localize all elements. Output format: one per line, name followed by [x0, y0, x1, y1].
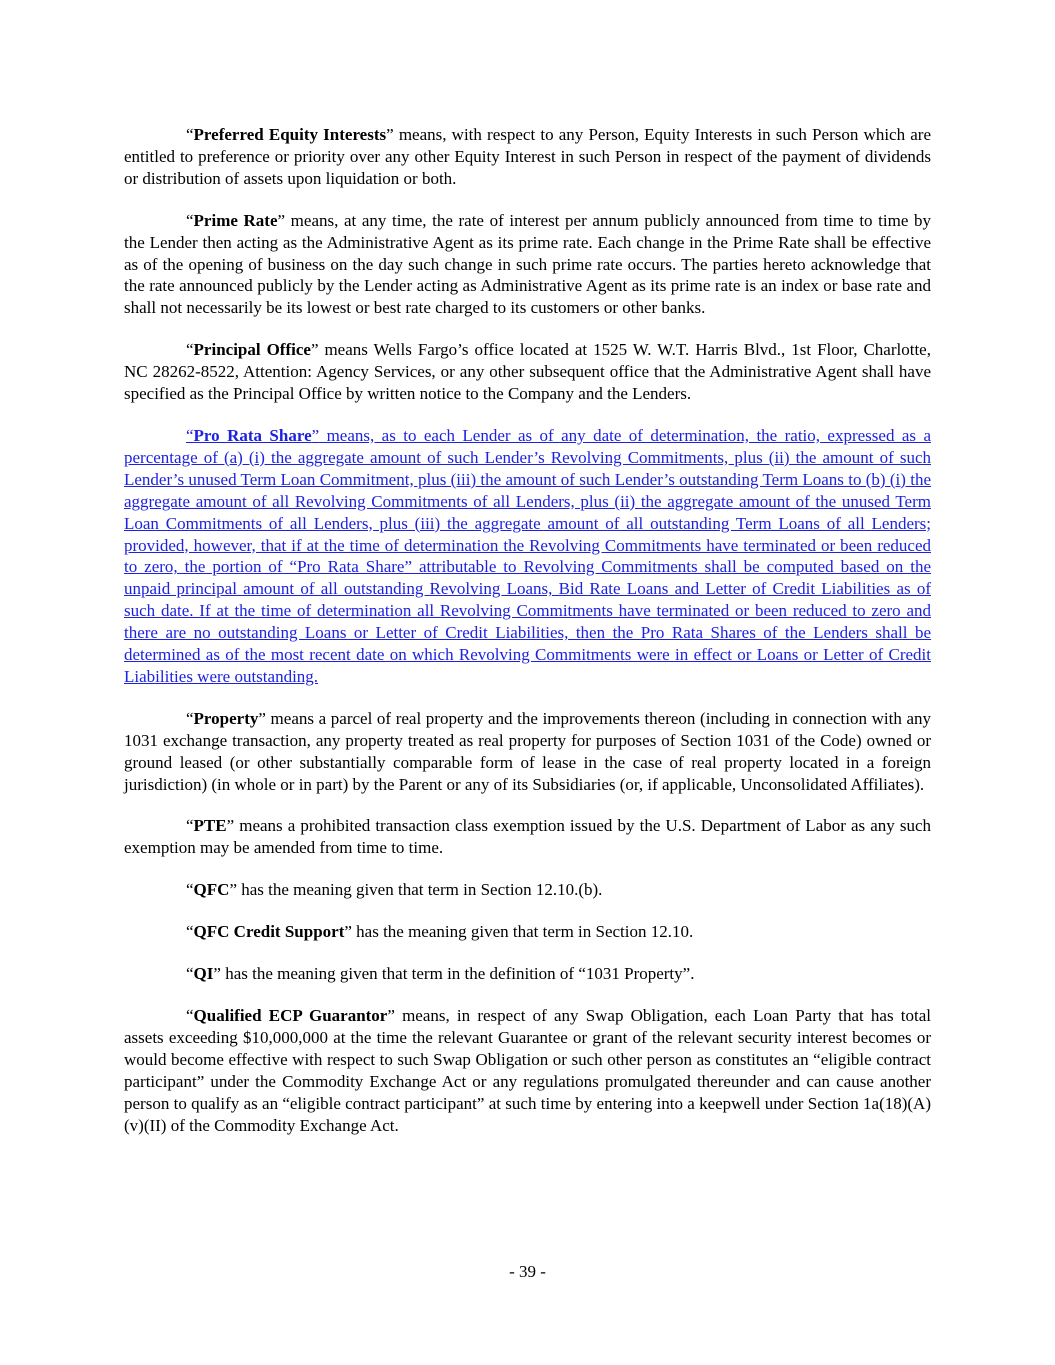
definition-qualified-ecp-guarantor: “Qualified ECP Guarantor” means, in respect of any Swap Obligation, each Loan Party that has total assets exceeding $10,000,000 at the time the relevant Guarantee or grant of the relevant security interest becomes or would become effective with respect to such Swap Obligation or such other person as constitutes an “eligible contract participant” under the Commodity Exchange Act or any regulations promulgated thereunder and can cause another person to qualify as an “eligible contract participant” at such time by entering into a keepwell under Section 1a(18)(A)(v)(II) of the Commodity Exchange Act.: [124, 1006, 931, 1135]
definition-pte: “PTE” means a prohibited transaction class exemption issued by the U.S. Department of Labor as any such exemption may be amended from time to time.: [124, 816, 931, 858]
definition-property: “Property” means a parcel of real property and the improvements thereon (including in connection with any 1031 exchange transaction, any property treated as real property for purposes of Section 1031 of the Code) owned or ground leased (or other substantially comparable form of lease in the case of real property located in a foreign jurisdiction) (in whole or in part) by the Parent or any of its Subsidiaries (or, if applicable, Unconsolidated Affiliates).: [124, 708, 931, 794]
defined-term: PTE: [193, 816, 227, 836]
definitions-section: [124, 124, 931, 1156]
definition-preferred-equity-interests: “Preferred Equity Interests” means, with respect to any Person, Equity Interests in such Person which are entitled to preference or priority over any other Equity Interest in such Person in respect of the payment of dividends or distribution of assets upon liquidation or both.: [124, 125, 931, 188]
definition-principal-office: “Principal Office” means Wells Fargo’s office located at 1525 W. W.T. Harris Blvd., 1st Floor, Charlotte, NC 28262-8522, Attention: Agency Services, or any other subsequent office that the Administrative Agent shall have specified as the Principal Office by written notice to the Company and the Lenders.: [124, 340, 931, 404]
definition-qi: “QI” has the meaning given that term in the definition of “1031 Property”.: [186, 964, 695, 984]
definition-body: means, in respect of any Swap Obligation, each Loan Party that has total assets exceeding $10,000,000 at the time the relevant Guarantee or grant of the relevant security interest becomes or would become effective with respect to such Swap Obligation or such other person as constitutes an “eligible contract participant” under the Commodity Exchange Act or any regulations promulgated thereunder and can cause another person to qualify as an “eligible contract participant” at such time by entering into a keepwell under Section 1a(18)(A)(v)(II) of the Commodity Exchange Act.: [124, 1006, 931, 1135]
definition-body: has the meaning given that term in the definition of “1031 Property”.: [220, 964, 695, 984]
defined-term: Qualified ECP Guarantor: [193, 1006, 388, 1025]
defined-term: Principal Office: [193, 340, 311, 360]
defined-term: QFC: [193, 880, 230, 900]
defined-term: QFC Credit Support: [193, 922, 345, 942]
definition-qfc: “QFC” has the meaning given that term in Section 12.10.(b).: [186, 880, 603, 900]
definition-body: means a parcel of real property and the improvements thereon (including in connection with any 1031 exchange transaction, any property treated as real property for purposes of Section 1031 of the Code) owned or ground leased (or other substantially comparable form of lease in the case of real property located in a foreign jurisdiction) (in whole or in part) by the Parent or any of its Subsidiaries (or, if applicable, Unconsolidated Affiliates).: [124, 708, 931, 794]
defined-term: Pro Rata Share: [193, 425, 312, 445]
definition-prime-rate: “Prime Rate” means, at any time, the rate of interest per annum publicly announced from time to time by the Lender then acting as the Administrative Agent as its prime rate. Each change in the Prime Rate shall be effective as of the opening of business on the day such change in such prime rate occurs. The parties hereto acknowledge that the rate announced publicly by the Lender acting as Administrative Agent as its prime rate is an index or base rate and shall not necessarily be its lowest or best rate charged to its customers or other banks.: [124, 210, 931, 318]
defined-term: Prime Rate: [193, 210, 278, 230]
definition-body: has the meaning given that term in Section 12.10.: [351, 922, 694, 942]
defined-term: Preferred Equity Interests: [193, 125, 387, 144]
definition-body: means, as to each Lender as of any date of determination, the ratio, expressed as a percentage of (a) (i) the aggregate amount of such Lender’s Revolving Commitments, plus (ii) the amount of such Lender’s unused Term Loan Commitment, plus (iii) the amount of such Lender’s outstanding Term Loans to (b) (i) the aggregate amount of all Revolving Commitments of all Lenders, plus (ii) the aggregate amount of the unused Term Loan Commitments of all Lenders, plus (iii) the aggregate amount of all outstanding Term Loans of all Lenders; provided, however, that if at the time of determination the Revolving Commitments have terminated or been reduced to zero, the portion of “Pro Rata Share” attributable to Revolving Commitments shall be computed based on the unpaid principal amount of all outstanding Revolving Loans, Bid Rate Loans and Letter of Credit Liabilities as of such date. If at the time of determination all Revolving Commitments have terminated or been reduced to zero and there are no outstanding Loans or Letter of Credit Liabilities, then the Pro Rata Shares of the Lenders shall be determined as of the most recent date on which Revolving Commitments were in effect or Loans or Letter of Credit Liabilities were outstanding.: [124, 425, 931, 686]
definition-body: means, with respect to any Person, Equity Interests in such Person which are entitled to preference or priority over any other Equity Interest in such Person in respect of the payment of dividends or distribution of assets upon liquidation or both.: [124, 125, 931, 188]
defined-term: QI: [193, 964, 214, 984]
definition-body: means Wells Fargo’s office located at 1525 W. W.T. Harris Blvd., 1st Floor, Charlotte, NC 28262-8522, Attention: Agency Services, or any other subsequent office that the Administrative Agent shall have specified as the Principal Office by written notice to the Company and the Lenders.: [124, 340, 931, 404]
page-number: - 39 -: [509, 1262, 546, 1281]
definition-body: means a prohibited transaction class exemption issued by the U.S. Department of Labor as any such exemption may be amended from time to time.: [124, 816, 931, 858]
definition-pro-rata-share-inserted: “Pro Rata Share” means, as to each Lender as of any date of determination, the ratio, expressed as a percentage of (a) (i) the aggregate amount of such Lender’s Revolving Commitments, plus (ii) the amount of such Lender’s unused Term Loan Commitment, plus (iii) the amount of such Lender’s outstanding Term Loans to (b) (i) the aggregate amount of all Revolving Commitments of all Lenders, plus (ii) the aggregate amount of the unused Term Loan Commitments of all Lenders, plus (iii) the aggregate amount of all outstanding Term Loans of all Lenders; provided, however, that if at the time of determination the Revolving Commitments have terminated or been reduced to zero, the portion of “Pro Rata Share” attributable to Revolving Commitments shall be computed based on the unpaid principal amount of all outstanding Revolving Loans, Bid Rate Loans and Letter of Credit Liabilities as of such date. If at the time of determination all Revolving Commitments have terminated or been reduced to zero and there are no outstanding Loans or Letter of Credit Liabilities, then the Pro Rata Shares of the Lenders shall be determined as of the most recent date on which Revolving Commitments were in effect or Loans or Letter of Credit Liabilities were outstanding.: [124, 425, 931, 686]
defined-term: Property: [193, 708, 259, 728]
definition-body: means, at any time, the rate of interest per annum publicly announced from time to time by the Lender then acting as the Administrative Agent as its prime rate. Each change in the Prime Rate shall be effective as of the opening of business on the day such change in such prime rate occurs. The parties hereto acknowledge that the rate announced publicly by the Lender acting as Administrative Agent as its prime rate is an index or base rate and shall not necessarily be its lowest or best rate charged to its customers or other banks.: [124, 210, 931, 318]
definition-body: has the meaning given that term in Section 12.10.(b).: [236, 880, 603, 900]
definition-qfc-credit-support: “QFC Credit Support” has the meaning given that term in Section 12.10.: [186, 922, 694, 942]
